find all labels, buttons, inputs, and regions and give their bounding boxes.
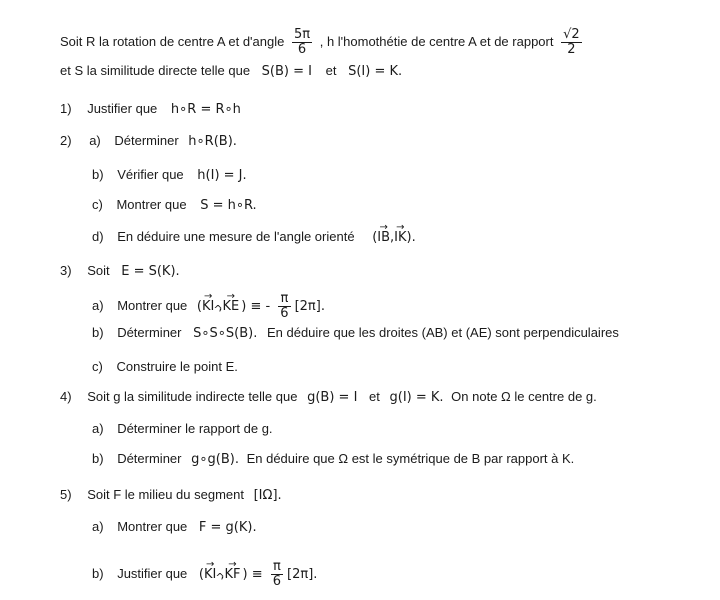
oriented-angle: (→ KI ,→ KF ) ≡ $\frac{\pi}{6}$ [2π]. <box>199 567 318 582</box>
ratio-denominator: 2 <box>567 42 576 57</box>
sub-tail: En déduire que Ω est le symétrique de B par rapport à K. <box>246 451 575 466</box>
question-number: 1) <box>60 101 72 116</box>
sub-text: Montrer que <box>116 197 187 212</box>
intro-math-2: S(I) = K. <box>348 64 403 79</box>
sub-label: a) <box>92 421 104 436</box>
question-math: [IΩ]. <box>253 488 282 503</box>
sub-label: c) <box>92 359 103 374</box>
question-4a <box>92 420 273 438</box>
sub-text: En déduire une mesure de l'angle orienté <box>117 229 355 244</box>
sub-label: a) <box>92 519 104 534</box>
question-math-1: g(B) = I <box>307 390 358 405</box>
question-number: 2) <box>60 133 72 148</box>
question-3c <box>92 358 238 376</box>
question-text: Soit <box>87 263 110 278</box>
question-2c <box>92 196 257 215</box>
sub-math: h(I) = J. <box>197 168 247 183</box>
sub-text: Déterminer le rapport de g. <box>117 421 273 436</box>
sub-text: Déterminer <box>114 133 179 148</box>
ratio-fraction <box>561 28 582 57</box>
ratio-numerator: √2 <box>563 27 580 42</box>
vector-ib: → IB <box>377 229 390 247</box>
pi-numerator: π <box>278 292 290 307</box>
question-math: E = S(K). <box>121 264 180 279</box>
question-3 <box>60 262 180 281</box>
vector-kf: → KF <box>224 566 240 584</box>
question-et: et <box>369 389 380 404</box>
question-math-2: g(I) = K. <box>389 390 444 405</box>
pi-denominator: 6 <box>272 574 282 589</box>
sub-label: a) <box>89 133 101 148</box>
oriented-angle: (→ IB,→ IK). <box>372 230 416 245</box>
vector-ki: → KI <box>202 298 214 316</box>
question-text: Soit F le milieu du segment <box>87 487 244 502</box>
sub-label: a) <box>92 298 104 313</box>
question-3a <box>92 292 325 321</box>
question-math: h∘R = R∘h <box>170 102 241 117</box>
sub-text: Déterminer <box>117 451 182 466</box>
sub-math: h∘R(B). <box>188 134 237 149</box>
vector-ik: → IK <box>394 229 406 247</box>
question-4 <box>60 388 597 407</box>
pi-numerator: π <box>271 560 283 575</box>
sub-label: c) <box>92 197 103 212</box>
sub-label: b) <box>92 167 104 182</box>
question-5 <box>60 486 282 505</box>
question-2a <box>60 132 237 151</box>
question-2b <box>92 166 247 185</box>
vector-ke: → KE <box>222 298 239 316</box>
sub-label: d) <box>92 229 104 244</box>
question-number: 5) <box>60 487 72 502</box>
question-number: 4) <box>60 389 72 404</box>
pi-fraction <box>278 292 290 321</box>
sub-label: b) <box>92 451 104 466</box>
intro-text-1: Soit R la rotation de centre A et d'angle <box>60 33 285 49</box>
sub-math: S∘S∘S(B). <box>193 326 258 341</box>
question-tail: On note Ω le centre de g. <box>451 389 597 404</box>
sub-math: S = h∘R. <box>200 198 257 213</box>
intro-line-2 <box>60 62 402 81</box>
angle-denominator: 6 <box>297 42 307 57</box>
sub-text: Justifier que <box>117 566 188 581</box>
question-3b <box>92 324 619 343</box>
sub-tail: En déduire que les droites (AB) et (AE) sont perpendiculaires <box>266 325 619 340</box>
sub-text: Vérifier que <box>117 167 184 182</box>
pi-denominator: 6 <box>280 306 289 321</box>
intro-text-3: et S la similitude directe telle que <box>60 63 251 78</box>
question-4b <box>92 450 574 469</box>
vector-ki: → KI <box>204 566 216 584</box>
sub-text: Montrer que <box>117 298 188 313</box>
question-number: 3) <box>60 263 72 278</box>
intro-text-2: , h l'homothétie de centre A et de rapport <box>319 33 554 49</box>
question-1 <box>60 100 241 119</box>
sub-text: Déterminer <box>117 325 182 340</box>
intro-math-1: S(B) = I <box>261 64 312 79</box>
question-text: Justifier que <box>87 101 158 116</box>
sub-text: Construire le point E. <box>116 359 238 374</box>
question-5a <box>92 518 257 537</box>
sub-text: Montrer que <box>117 519 188 534</box>
angle-fraction <box>292 28 312 57</box>
sub-math: F = g(K). <box>198 520 257 535</box>
oriented-angle: (→ KI ,→ KE ) ≡ - $\frac{\pi}{6}$ [2π]. <box>197 299 325 314</box>
sub-label: b) <box>92 566 104 581</box>
question-text: Soit g la similitude indirecte telle que <box>87 389 298 404</box>
intro-et: et <box>325 63 337 78</box>
question-5b <box>92 560 317 589</box>
question-2d <box>92 228 416 247</box>
intro-line-1 <box>60 28 586 57</box>
pi-fraction <box>271 560 283 589</box>
sub-label: b) <box>92 325 104 340</box>
sub-math: g∘g(B). <box>191 452 239 467</box>
angle-numerator: 5π <box>293 27 311 42</box>
